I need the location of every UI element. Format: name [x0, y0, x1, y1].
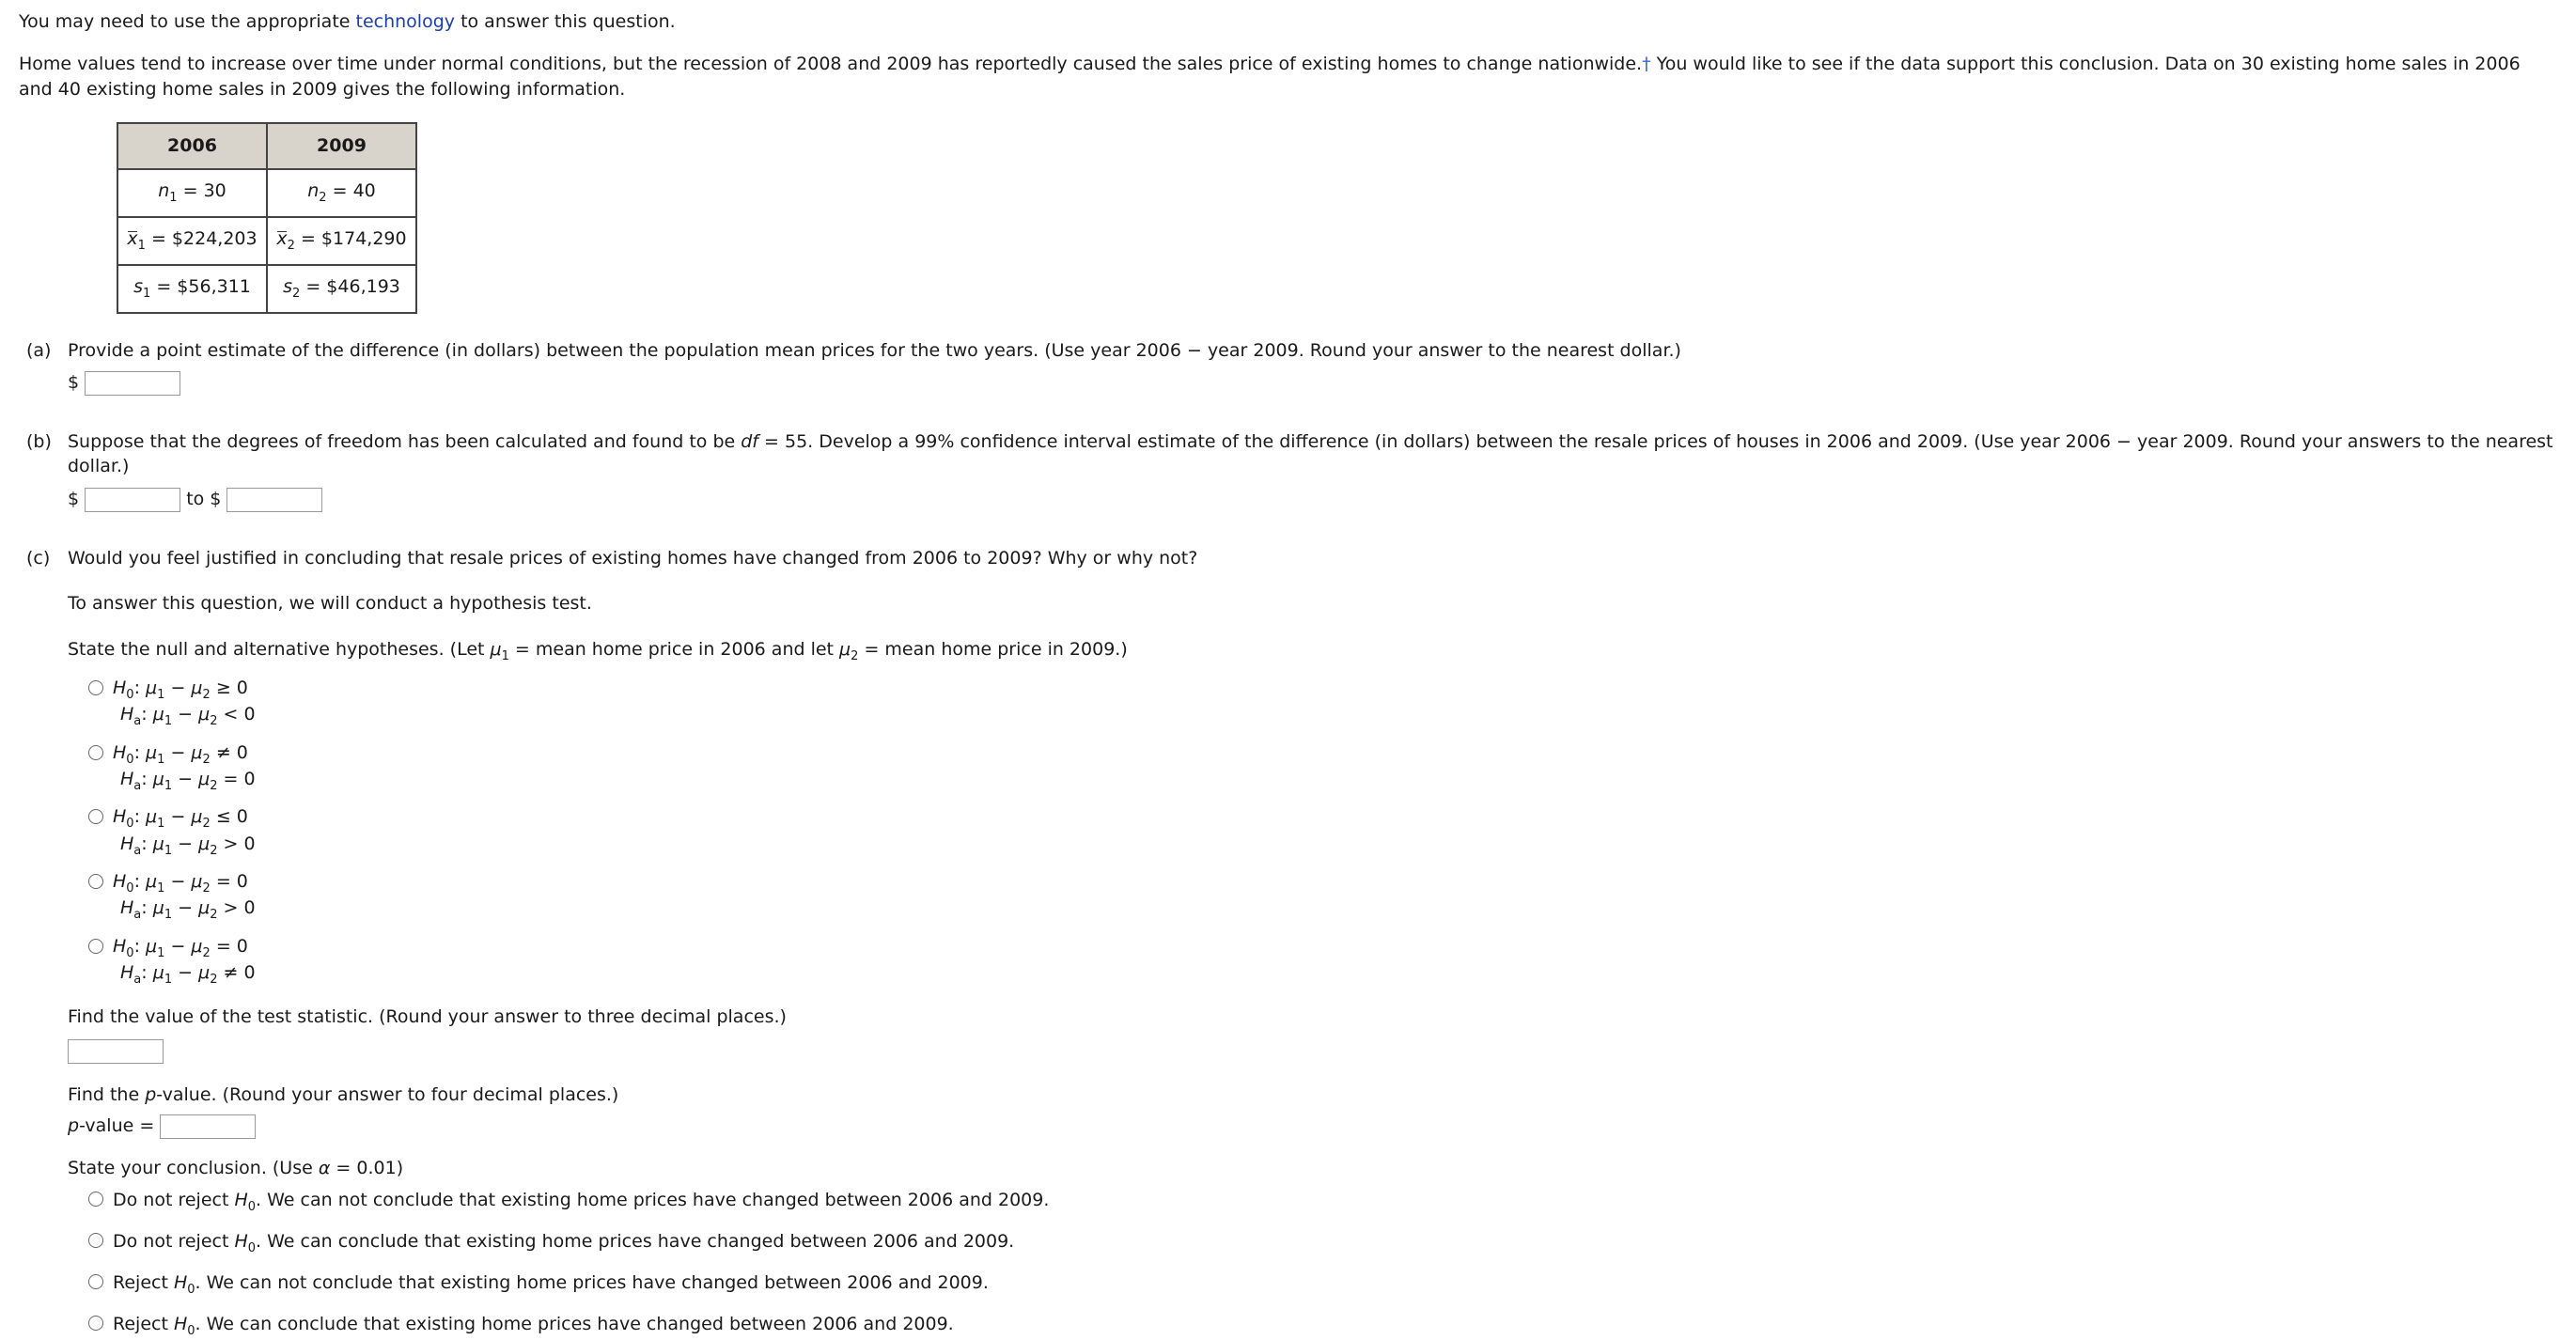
part-b-answer-row: $ to $: [68, 487, 2556, 512]
ci-upper-input[interactable]: [226, 488, 322, 512]
conclusion-radio-1[interactable]: [88, 1192, 103, 1207]
part-c: [19, 546, 2556, 1340]
hypothesis-option-5[interactable]: $H_0$: $\mu_1 - \mu_2 = 0$ $H_a$: $\mu_1 - \mu_2 \ne 0$: [88, 935, 2556, 989]
conclusion-option-4[interactable]: Reject $H_0$. We can conclude that existing home prices have changed between 2006 and 2009.: [88, 1312, 2556, 1340]
problem-statement: Home values tend to increase over time under normal conditions, but the recession of 2008 and 2009 has reportedly caused the sales price of existing homes to change nationwide.† You would like to see if the data support this conclusion. Data on 30 existing home sales in 2006 and 40 existing home sales in 2009 gives the following information.: [19, 53, 2521, 101]
part-a-text: Provide a point estimate of the difference (in dollars) between the population mean prices for the two years. (Use year 2006 − year 2009. Round your answer to the nearest dollar.): [68, 339, 1681, 361]
table-row-s: [117, 265, 416, 313]
test-statistic-input[interactable]: [68, 1039, 164, 1064]
footnote-dagger-link[interactable]: †: [1642, 53, 1651, 74]
hypothesis-radio-1[interactable]: [88, 680, 103, 695]
intro-line: You may need to use the appropriate technology to answer this question.: [19, 11, 676, 32]
cell-n1: $n_1 = 30$: [117, 169, 267, 217]
ci-lower-input[interactable]: [85, 488, 180, 512]
cell-x1: $x_1$ = $224,203: [117, 217, 267, 265]
hypothesis-option-2[interactable]: $H_0$: $\mu_1 - \mu_2 \ne 0$ $H_a$: $\mu_1 - \mu_2 = 0$: [88, 741, 2556, 795]
conclusion-prompt: State your conclusion. (Use α = 0.01): [68, 1157, 404, 1178]
hypothesis-option-1[interactable]: $H_0$: $\mu_1 - \mu_2 \ge 0$ $H_a$: $\mu_1 - \mu_2 < 0$: [88, 677, 2556, 730]
sample-data-table: [117, 122, 417, 314]
cell-s2: $s_2$ = $46,193: [267, 265, 416, 313]
hypothesis-radio-3[interactable]: [88, 809, 103, 824]
part-c-question: Would you feel justified in concluding that resale prices of existing homes have changed from 2006 to 2009? Why or why not?: [68, 547, 1198, 569]
conclusion-radio-3[interactable]: [88, 1274, 103, 1289]
cell-s1: $s_1$ = $56,311: [117, 265, 267, 313]
conclusion-option-1[interactable]: Do not reject $H_0$. We can not conclude that existing home prices have changed between 2006 and 2009.: [88, 1188, 2556, 1216]
conclusion-options: [68, 1188, 2556, 1340]
hypothesis-option-3[interactable]: $H_0$: $\mu_1 - \mu_2 \le 0$ $H_a$: $\mu_1 - \mu_2 > 0$: [88, 805, 2556, 859]
conclusion-option-3[interactable]: Reject $H_0$. We can not conclude that existing home prices have changed between 2006 and 2009.: [88, 1270, 2556, 1299]
hypothesis-radio-2[interactable]: [88, 745, 103, 760]
point-estimate-input[interactable]: [85, 371, 180, 396]
table-row-n: [117, 169, 416, 217]
pvalue-row: p-value =: [68, 1114, 2556, 1139]
part-b: [19, 429, 2556, 512]
cell-n2: $n_2 = 40$: [267, 169, 416, 217]
cell-x2: $x_2$ = $174,290: [267, 217, 416, 265]
table-header-row: [117, 123, 416, 169]
hypothesis-option-4[interactable]: $H_0$: $\mu_1 - \mu_2 = 0$ $H_a$: $\mu_1 - \mu_2 > 0$: [88, 870, 2556, 924]
part-c-intro: To answer this question, we will conduct a hypothesis test.: [68, 593, 592, 615]
pvalue-input[interactable]: [160, 1114, 256, 1139]
hypotheses-options: [68, 677, 2556, 988]
part-a: [19, 338, 2556, 396]
hypothesis-radio-5[interactable]: [88, 939, 103, 954]
test-statistic-prompt: Find the value of the test statistic. (Round your answer to three decimal places.): [68, 1006, 787, 1028]
part-a-label: (a): [26, 339, 52, 361]
hypotheses-prompt: State the null and alternative hypotheses. (Let $\mu_1$ = mean home price in 2006 and let $\mu_2$ = mean home price in 2009.): [68, 638, 1128, 663]
part-a-answer-row: $: [68, 370, 2556, 396]
header-2006: 2006: [117, 123, 267, 169]
conclusion-radio-2[interactable]: [88, 1233, 103, 1248]
conclusion-radio-4[interactable]: [88, 1316, 103, 1331]
header-2009: 2009: [267, 123, 416, 169]
conclusion-option-2[interactable]: Do not reject $H_0$. We can conclude that existing home prices have changed between 2006 and 2009.: [88, 1229, 2556, 1257]
question-container: [19, 9, 2556, 1340]
table-row-xbar: [117, 217, 416, 265]
part-b-label: (b): [26, 430, 52, 452]
pvalue-prompt: Find the p-value. (Round your answer to four decimal places.): [68, 1084, 619, 1106]
technology-link[interactable]: technology: [355, 11, 456, 32]
test-statistic-row: [68, 1039, 2556, 1065]
part-b-text: Suppose that the degrees of freedom has been calculated and found to be df = 55. Develop a 99% confidence interval estimate of the difference (in dollars) between the resale prices of houses in 2006 and 2009. (Use year 2006 − year 2009. Round your answers to the nearest dollar.): [68, 430, 2553, 477]
part-c-label: (c): [26, 547, 51, 569]
hypothesis-radio-4[interactable]: [88, 874, 103, 889]
